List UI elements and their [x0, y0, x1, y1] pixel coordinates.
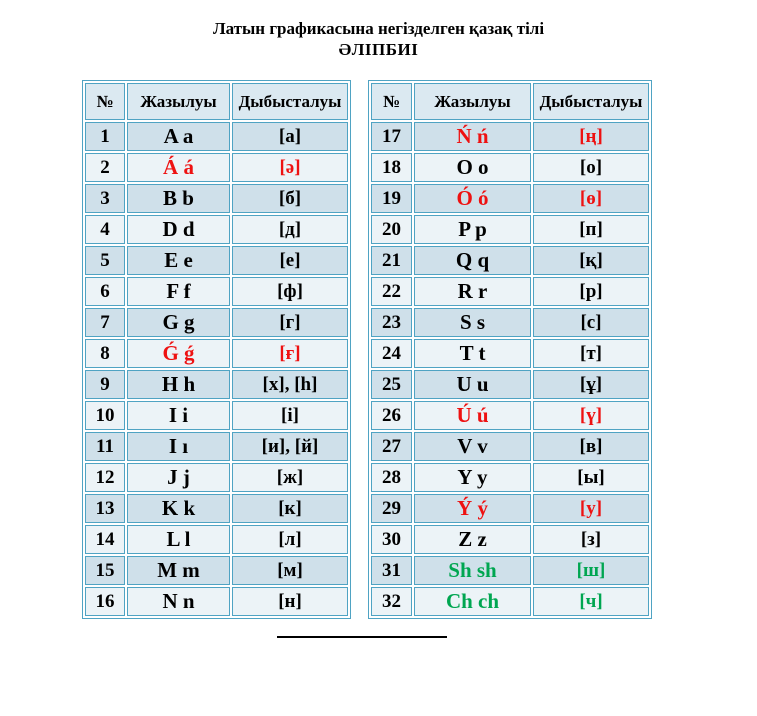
row-number-cell: 5 [85, 246, 125, 275]
letters-cell: Ó ó [414, 184, 531, 213]
table-row [85, 494, 348, 523]
sound-cell: [з] [533, 525, 649, 554]
letters-cell: D d [127, 215, 230, 244]
table-row [85, 308, 348, 337]
sound-cell: [д] [232, 215, 348, 244]
alphabet-table-left [82, 80, 351, 619]
footnote-separator [277, 636, 447, 638]
row-number-cell: 7 [85, 308, 125, 337]
table-row [85, 432, 348, 461]
row-number-cell: 25 [371, 370, 412, 399]
sound-cell: [б] [232, 184, 348, 213]
sound-cell: [х], [h] [232, 370, 348, 399]
letters-cell: S s [414, 308, 531, 337]
row-number-cell: 10 [85, 401, 125, 430]
sound-cell: [о] [533, 153, 649, 182]
letters-cell: Á á [127, 153, 230, 182]
sound-cell: [ү] [533, 401, 649, 430]
table-row [371, 246, 649, 275]
table-row [85, 339, 348, 368]
table-row [85, 215, 348, 244]
sound-cell: [к] [232, 494, 348, 523]
sound-cell: [в] [533, 432, 649, 461]
row-number-cell: 9 [85, 370, 125, 399]
row-number-cell: 4 [85, 215, 125, 244]
title-line-2: ӘЛІПБИІ [338, 40, 419, 59]
table-row [85, 184, 348, 213]
letters-cell: Ch ch [414, 587, 531, 616]
row-number-cell: 24 [371, 339, 412, 368]
table-row [371, 339, 649, 368]
sound-cell: [ч] [533, 587, 649, 616]
letters-cell: B b [127, 184, 230, 213]
letters-cell: J j [127, 463, 230, 492]
row-number-cell: 18 [371, 153, 412, 182]
sound-cell: [ә] [232, 153, 348, 182]
sound-cell: [р] [533, 277, 649, 306]
table-row [85, 587, 348, 616]
table-row [85, 277, 348, 306]
letters-cell: Z z [414, 525, 531, 554]
row-number-cell: 26 [371, 401, 412, 430]
sound-cell: [қ] [533, 246, 649, 275]
sound-cell: [ф] [232, 277, 348, 306]
letters-cell: U u [414, 370, 531, 399]
table-row [85, 463, 348, 492]
letters-cell: R r [414, 277, 531, 306]
row-number-cell: 11 [85, 432, 125, 461]
table-row [371, 370, 649, 399]
sound-cell: [н] [232, 587, 348, 616]
row-number-cell: 32 [371, 587, 412, 616]
letters-cell: I i [127, 401, 230, 430]
letters-cell: E e [127, 246, 230, 275]
table-row [371, 153, 649, 182]
row-number-cell: 22 [371, 277, 412, 306]
sound-cell: [л] [232, 525, 348, 554]
letters-cell: T t [414, 339, 531, 368]
row-number-cell: 19 [371, 184, 412, 213]
table-row [371, 308, 649, 337]
row-number-cell: 17 [371, 122, 412, 151]
row-number-cell: 12 [85, 463, 125, 492]
row-number-cell: 31 [371, 556, 412, 585]
letters-cell: A a [127, 122, 230, 151]
sound-cell: [ы] [533, 463, 649, 492]
title-line-1: Латын графикасына негізделген қазақ тілі [212, 19, 545, 38]
letters-cell: N n [127, 587, 230, 616]
letters-cell: Ǵ ǵ [127, 339, 230, 368]
table-row [85, 401, 348, 430]
row-number-cell: 16 [85, 587, 125, 616]
table-row [85, 153, 348, 182]
row-number-cell: 28 [371, 463, 412, 492]
header-row [85, 83, 348, 120]
sound-cell: [у] [533, 494, 649, 523]
letters-cell: G g [127, 308, 230, 337]
alphabet-table-right [368, 80, 652, 619]
alphabet-tables [82, 80, 757, 619]
sound-cell: [і] [232, 401, 348, 430]
letters-cell: O o [414, 153, 531, 182]
letters-cell: Ú ú [414, 401, 531, 430]
row-number-cell: 23 [371, 308, 412, 337]
row-number-cell: 15 [85, 556, 125, 585]
row-number-cell: 8 [85, 339, 125, 368]
letters-cell: K k [127, 494, 230, 523]
table-row [371, 494, 649, 523]
row-number-cell: 1 [85, 122, 125, 151]
letters-cell: Sh sh [414, 556, 531, 585]
table-row [85, 556, 348, 585]
header-number: № [85, 83, 125, 120]
sound-cell: [т] [533, 339, 649, 368]
sound-cell: [ш] [533, 556, 649, 585]
sound-cell: [с] [533, 308, 649, 337]
page-title [0, 18, 757, 60]
letters-cell: M m [127, 556, 230, 585]
letters-cell: F f [127, 277, 230, 306]
sound-cell: [и], [й] [232, 432, 348, 461]
header-pronunciation: Дыбысталуы [533, 83, 649, 120]
table-row [371, 525, 649, 554]
sound-cell: [ұ] [533, 370, 649, 399]
row-number-cell: 30 [371, 525, 412, 554]
table-row [371, 463, 649, 492]
header-number: № [371, 83, 412, 120]
header-writing: Жазылуы [127, 83, 230, 120]
row-number-cell: 21 [371, 246, 412, 275]
row-number-cell: 14 [85, 525, 125, 554]
sound-cell: [ө] [533, 184, 649, 213]
letters-cell: V v [414, 432, 531, 461]
row-number-cell: 29 [371, 494, 412, 523]
table-row [371, 556, 649, 585]
letters-cell: Ý ý [414, 494, 531, 523]
table-row [371, 401, 649, 430]
header-pronunciation: Дыбысталуы [232, 83, 348, 120]
sound-cell: [ғ] [232, 339, 348, 368]
header-writing: Жазылуы [414, 83, 531, 120]
table-row [85, 246, 348, 275]
sound-cell: [ж] [232, 463, 348, 492]
letters-cell: Ń ń [414, 122, 531, 151]
table-row [371, 277, 649, 306]
table-row [85, 122, 348, 151]
sound-cell: [а] [232, 122, 348, 151]
table-row [371, 184, 649, 213]
row-number-cell: 2 [85, 153, 125, 182]
table-row [371, 587, 649, 616]
sound-cell: [г] [232, 308, 348, 337]
table-row [85, 525, 348, 554]
row-number-cell: 20 [371, 215, 412, 244]
header-row [371, 83, 649, 120]
table-row [371, 215, 649, 244]
table-row [371, 122, 649, 151]
letters-cell: H h [127, 370, 230, 399]
sound-cell: [м] [232, 556, 348, 585]
table-row [371, 432, 649, 461]
sound-cell: [е] [232, 246, 348, 275]
row-number-cell: 13 [85, 494, 125, 523]
sound-cell: [п] [533, 215, 649, 244]
letters-cell: Y y [414, 463, 531, 492]
row-number-cell: 6 [85, 277, 125, 306]
letters-cell: I ı [127, 432, 230, 461]
letters-cell: P p [414, 215, 531, 244]
letters-cell: L l [127, 525, 230, 554]
table-row [85, 370, 348, 399]
letters-cell: Q q [414, 246, 531, 275]
row-number-cell: 27 [371, 432, 412, 461]
sound-cell: [ң] [533, 122, 649, 151]
row-number-cell: 3 [85, 184, 125, 213]
